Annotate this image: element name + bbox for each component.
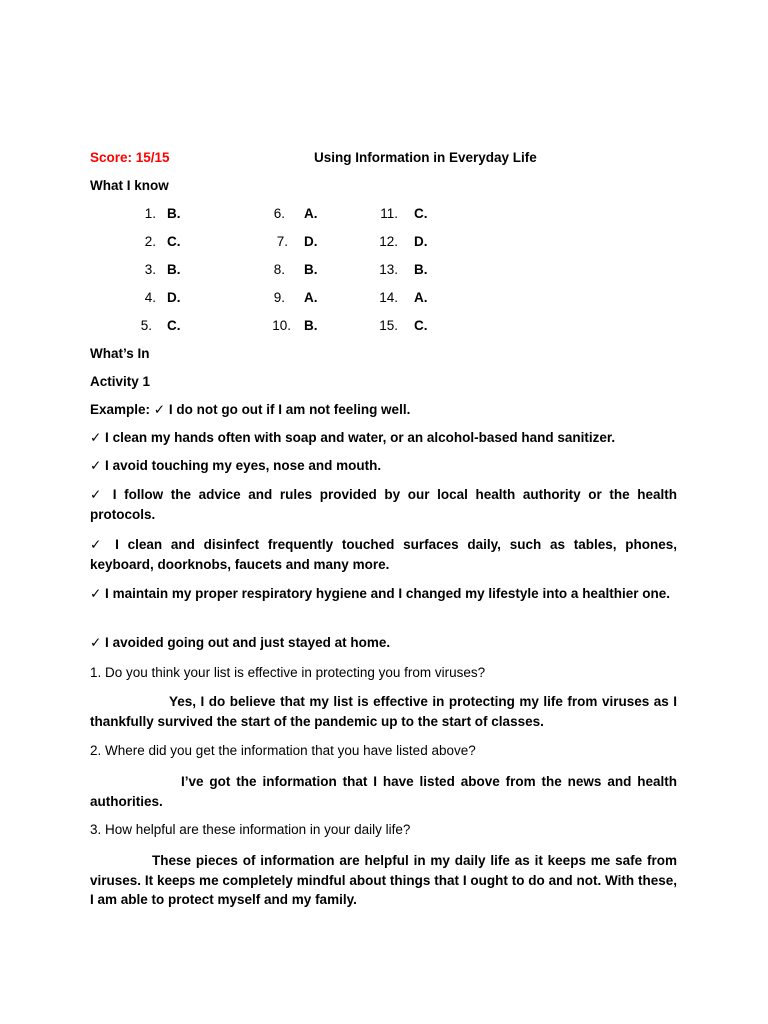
answer-number: 15.: [379, 318, 398, 333]
answer-value: C.: [414, 318, 428, 333]
answer-value: D.: [304, 234, 318, 249]
answer-number: 7.: [276, 234, 288, 249]
checklist-item: ✓ I avoided going out and just stayed at home.: [90, 635, 391, 650]
answer-number: 1.: [144, 206, 156, 221]
checklist-item: ✓ I follow the advice and rules provided by our local health authority or the health protocols.: [90, 487, 677, 522]
checklist-item: ✓ I clean my hands often with soap and water, or an alcohol-based hand sanitizer.: [90, 430, 616, 445]
answer-number: 13.: [379, 262, 398, 277]
document-title: Using Information in Everyday Life: [314, 150, 537, 165]
answer-value: C.: [414, 206, 428, 221]
answer-text: I’ve got the information that I have listed above from the news and health authorities.: [90, 774, 677, 809]
answer-number: 9.: [273, 290, 285, 305]
section-heading-what-i-know: What I know: [90, 178, 169, 193]
answer-number: 2.: [144, 234, 156, 249]
answer-text: These pieces of information are helpful in my daily life as it keeps me safe from viruses. It keeps me completely mindful about things that I ought to do and not. With these, I am able to protect myself and my family.: [90, 853, 677, 907]
answer-text: Yes, I do believe that my list is effective in protecting my life from viruses as I thankfully survived the start of the pandemic up to the start of classes.: [90, 694, 677, 729]
score-label: Score: 15/15: [90, 150, 170, 165]
answer-number: 4.: [144, 290, 156, 305]
answer-number: 10.: [272, 318, 291, 333]
answer-number: 6.: [273, 206, 285, 221]
answer-value: A.: [414, 290, 428, 305]
answer-value: B.: [304, 262, 318, 277]
answer-number: 11.: [380, 206, 398, 221]
answer-value: B.: [167, 262, 181, 277]
question-text: 2. Where did you get the information that you have listed above?: [90, 743, 476, 758]
answer-number: 8.: [273, 262, 285, 277]
answer-value: D.: [414, 234, 428, 249]
answer-value: B.: [167, 206, 181, 221]
section-heading-whats-in: What’s In: [90, 346, 150, 361]
checklist-item: ✓ I avoid touching my eyes, nose and mouth.: [90, 458, 382, 473]
question-text: 3. How helpful are these information in your daily life?: [90, 822, 411, 837]
answer-number: 3.: [144, 262, 156, 277]
answer-number: 12.: [379, 234, 398, 249]
answer-value: B.: [304, 318, 318, 333]
answer-value: D.: [167, 290, 181, 305]
checklist-item: ✓ I maintain my proper respiratory hygiene and I changed my lifestyle into a healthier one.: [90, 586, 670, 601]
answer-number: 5.: [140, 318, 152, 333]
answer-number: 14.: [379, 290, 398, 305]
checklist-item: ✓ I clean and disinfect frequently touched surfaces daily, such as tables, phones, keyboard, doorknobs, faucets and many more.: [90, 537, 677, 572]
answer-value: B.: [414, 262, 428, 277]
answer-value: A.: [304, 290, 318, 305]
answer-value: C.: [167, 318, 181, 333]
example-line: Example: ✓ I do not go out if I am not feeling well.: [90, 402, 411, 417]
answer-value: C.: [167, 234, 181, 249]
answer-value: A.: [304, 206, 318, 221]
question-text: 1. Do you think your list is effective in protecting you from viruses?: [90, 665, 486, 680]
activity-heading: Activity 1: [90, 374, 151, 389]
